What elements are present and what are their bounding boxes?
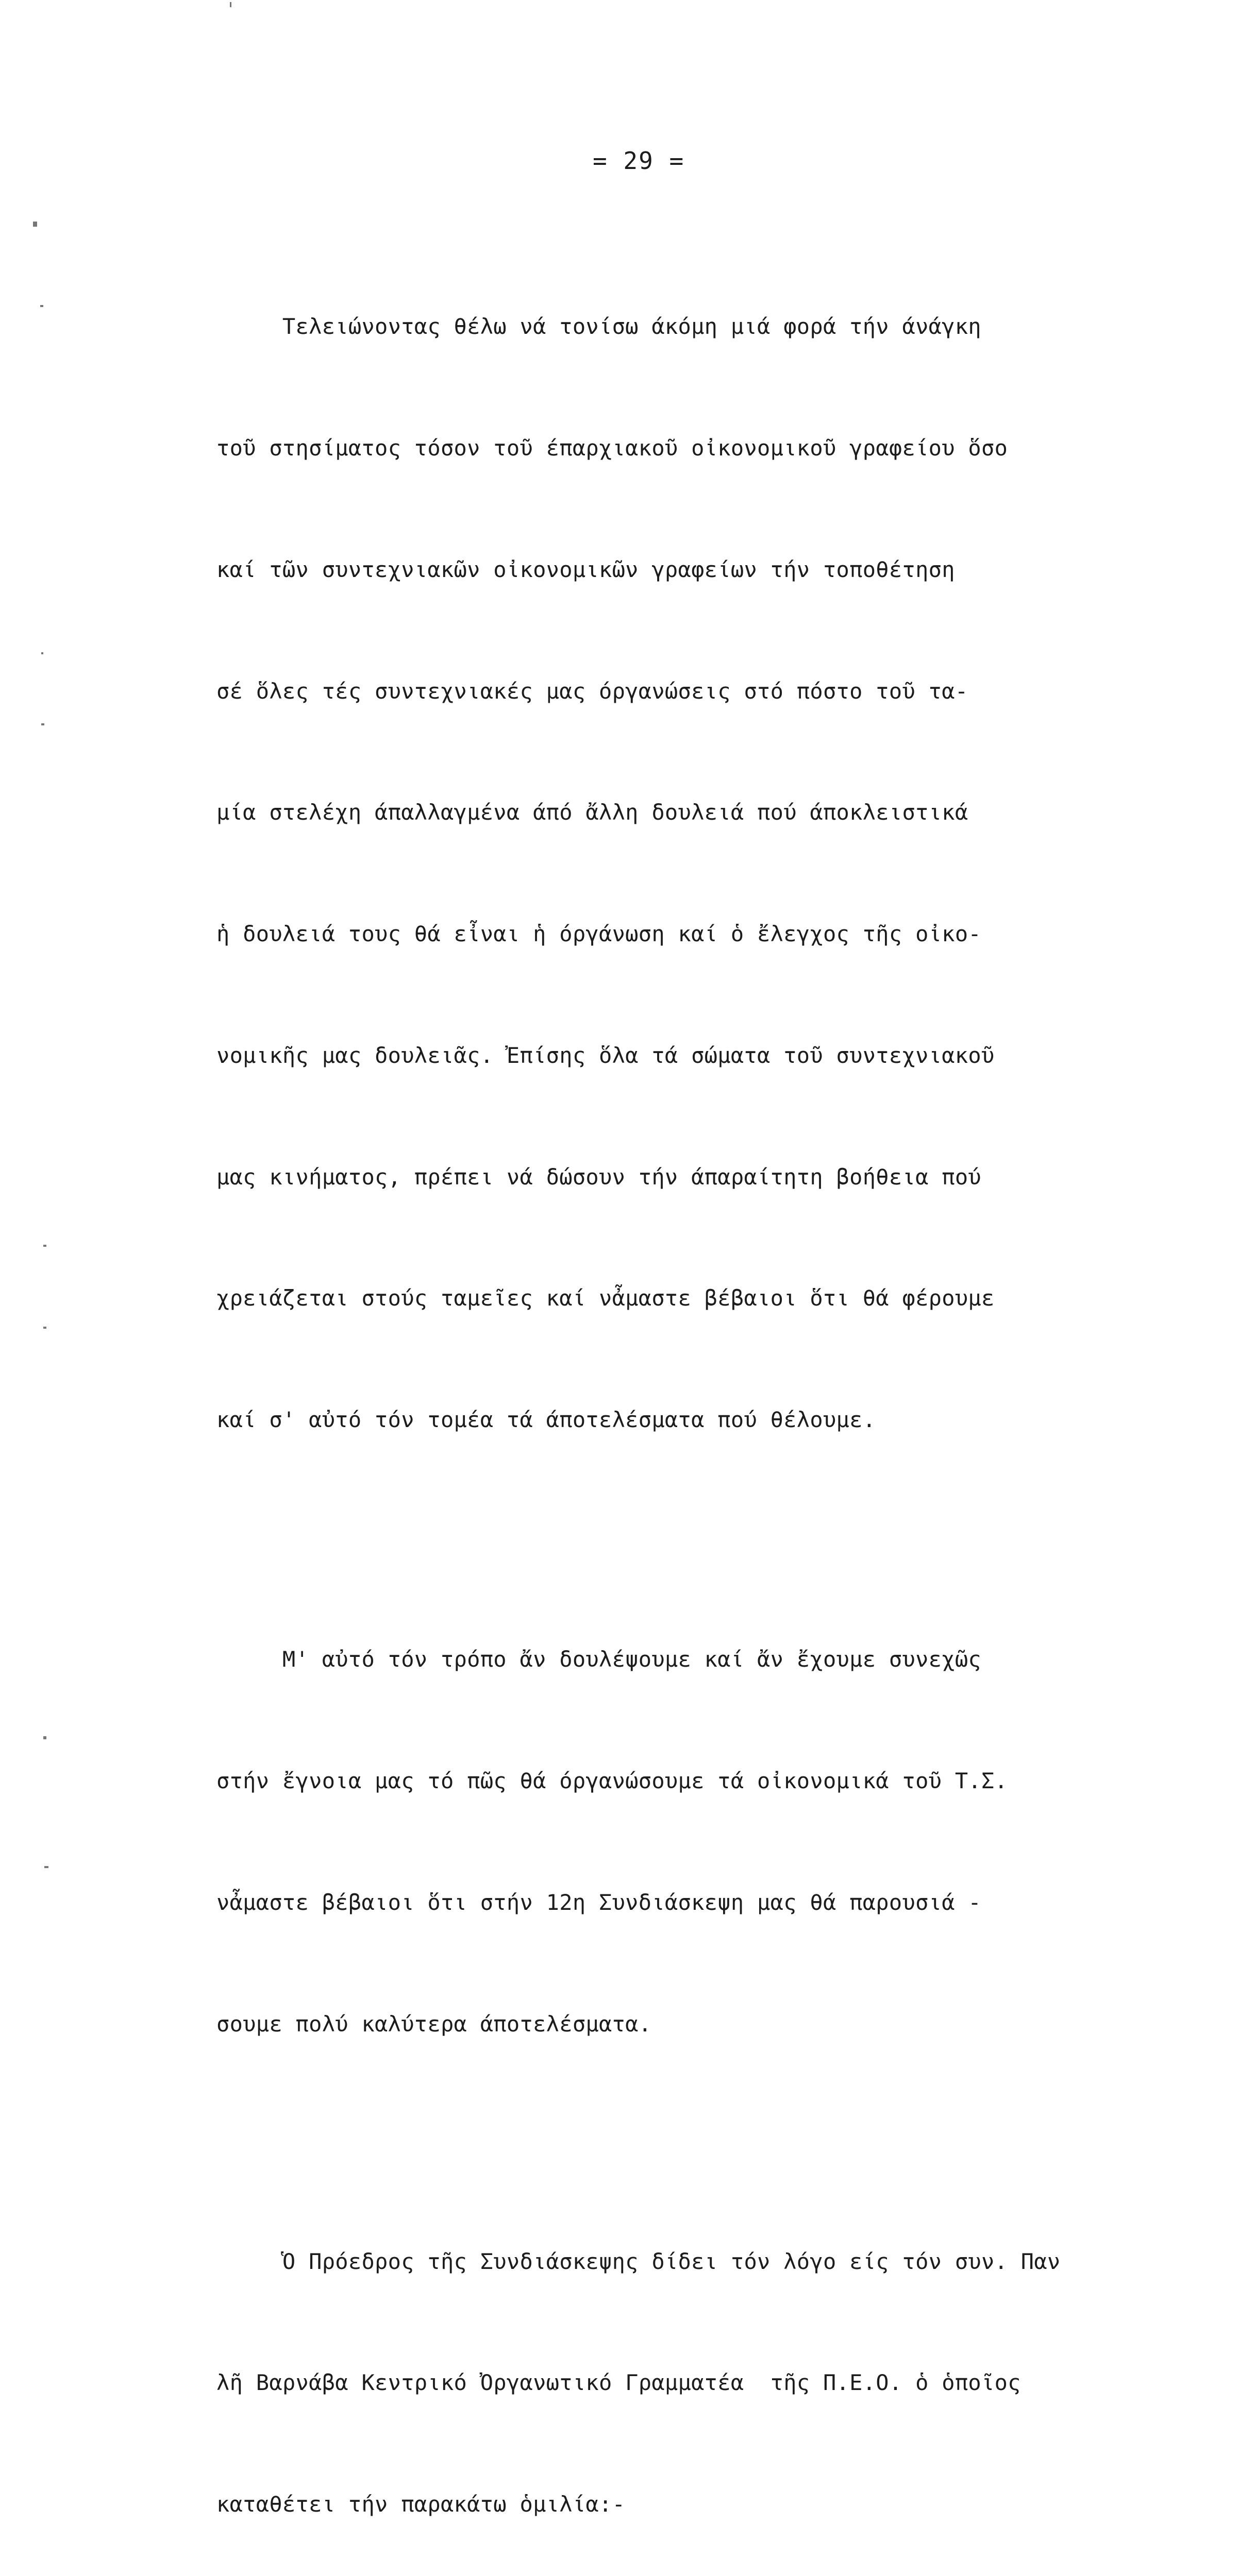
text-line: σέ ὅλες τές συντεχνιακές μας όργανώσεις στό πόστο τοῦ τα- xyxy=(216,678,968,704)
margin-mark xyxy=(43,1327,46,1329)
text-line: Τελειώνοντας θέλω νά τονίσω άκόμη μιά φορά τήν άνάγκη xyxy=(216,314,981,340)
text-line: Ὁ Πρόεδρος τῆς Συνδιάσκεψης δίδει τόν λόγο είς τόν συν. Παν xyxy=(216,2248,1061,2274)
margin-mark xyxy=(43,1245,46,1247)
text-line: νἆμαστε βέβαιοι ὅτι στήν 12η Συνδιάσκεψη μας θά παρουσιά - xyxy=(216,1889,981,1915)
text-line: στήν ἔγνοια μας τό πῶς θά όργανώσουμε τά οἰκονομικά τοῦ Τ.Σ. xyxy=(216,1768,1008,1793)
text-line: μία στελέχη άπαλλαγμένα άπό ἄλλη δουλειά πού άποκλειστικά xyxy=(216,800,968,825)
margin-mark xyxy=(41,652,43,654)
margin-mark xyxy=(43,1736,46,1739)
text-line: σουμε πολύ καλύτερα άποτελέσματα. xyxy=(216,2011,652,2037)
paragraph-chairman xyxy=(216,2160,1247,2576)
text-line: καί σ' αὐτό τόν τομέα τά άποτελέσματα πού θέλουμε. xyxy=(216,1407,876,1433)
margin-mark xyxy=(44,1866,48,1868)
text-line: μας κινήματος, πρέπει νά δώσουν τήν άπαραίτητη βοήθεια πού xyxy=(216,1164,981,1190)
text-line: καί τῶν συντεχνιακῶν οἰκονομικῶν γραφείων τήν τοποθέτηση xyxy=(216,556,955,582)
text-line: τοῦ στησίματος τόσον τοῦ έπαρχιακοῦ οἰκονομικοῦ γραφείου ὅσο xyxy=(216,435,1008,461)
text-line: νομικῆς μας δουλειᾶς. Ἐπίσης ὅλα τά σώματα τοῦ συντεχνιακοῦ xyxy=(216,1042,995,1068)
page-number: = 29 = xyxy=(593,147,685,175)
margin-mark xyxy=(33,222,37,227)
text-line: χρειάζεται στούς ταμεῖες καί νἆμαστε βέβαιοι ὅτι θά φέρουμε xyxy=(216,1285,995,1311)
margin-mark xyxy=(230,2,231,7)
text-line: καταθέτει τήν παρακάτω ὁμιλία:- xyxy=(216,2492,626,2517)
document-body xyxy=(216,226,1247,2576)
text-line: λῆ Βαρνάβα Κεντρικό Ὀργανωτικό Γραμματέα τῆς Π.Ε.Ο. ὁ ὁποῖος xyxy=(216,2370,1021,2396)
text-line: ἡ δουλειά τους θά εἶναι ἡ όργάνωση καί ὁ ἔλεγχος τῆς οἰκο- xyxy=(216,921,981,947)
text-line: Μ' αὐτό τόν τρόπο ἄν δουλέψουμε καί ἄν ἔχουμε συνεχῶς xyxy=(216,1647,981,1672)
paragraph-closing-remarks xyxy=(216,226,1247,1521)
margin-mark xyxy=(40,305,43,307)
paragraph-method xyxy=(216,1558,1247,2125)
margin-mark xyxy=(41,723,44,725)
